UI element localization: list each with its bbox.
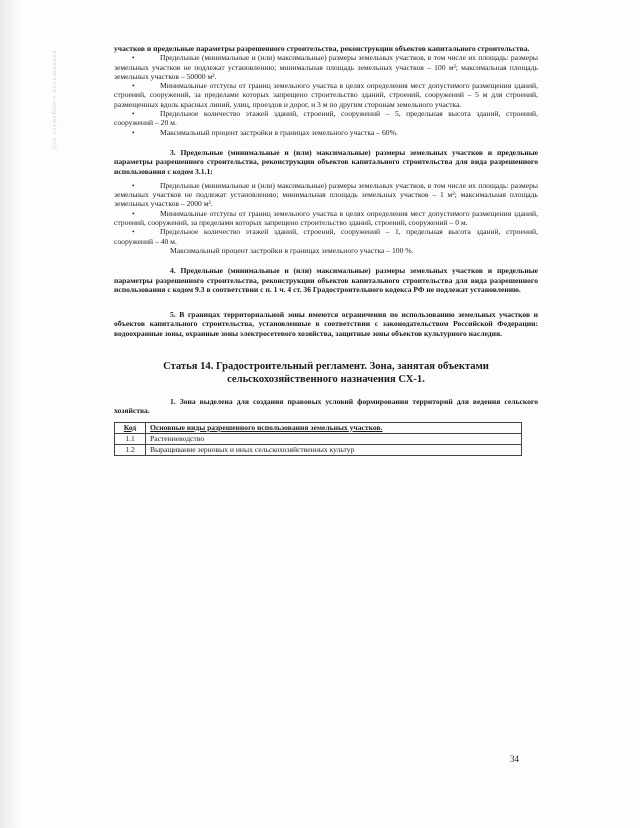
sec3-heading: 3. Предельные (минимальные и (или) максимальные) размеры земельных участков и предельные параметры разрешенного строительства, реконструкции объектов капитального строительства для вида разрешенного использования с кодом 3.1.1: [114, 147, 538, 176]
page-number: 34 [510, 754, 519, 764]
table-row [115, 444, 522, 455]
table-header-code: Код [115, 422, 146, 433]
table-row [115, 433, 522, 444]
sec4-text: 4. Предельные (минимальные и (или) максимальные) размеры земельных участков и предельные параметры разрешенного строительства, реконструкции объектов капитального строительства для вида разрешенного использования с кодом 9.3 в соответствии с п. 1 ч. 4 ст. 36 Градостроительного кодекса РФ не подлежат установлению. [114, 266, 538, 294]
intro-text: участков и предельные параметры разрешенного строительства, реконструкции объектов капитального строительства. [114, 44, 530, 53]
article-title: Статья 14. Градостроительный регламент. Зона, занятая объектами сельскохозяйственного назначения СХ-1. [163, 361, 489, 386]
sec3-last: Максимальный процент застройки в границах земельного участка – 100 %. [170, 245, 414, 255]
scan-left-edge [0, 0, 20, 828]
sec3-bullet-2: • Минимальные отступы от границ земельного участка в целях определения мест допустимого размещения зданий, строений, сооружений, за пределами которых запрещено строительство зданий, строений, сооружений – 0 м. [114, 208, 538, 228]
permitted-use-table [114, 422, 522, 456]
table-header-row [115, 422, 522, 433]
sec2-bullet-2: • Минимальные отступы от границ земельного участка в целях определения мест допустимого размещения зданий, строений, сооружений, за пределами которых запрещено строительство зданий, строений, сооружений – 5 м для строений, размещенных вдоль красных линий, улиц, проездов и дорог, и 3 м по другим сторонам земельного участка. [114, 81, 538, 109]
sec3-bullet-3: • Предельное количество этажей зданий, строений, сооружений – 1, предельная высота зданий, строений, сооружений – 40 м. [114, 227, 538, 246]
sec2-bullet-4: • Максимальный процент застройки в границах земельного участка – 60%. [132, 127, 398, 137]
sec3-bullet-1: • Предельные (минимальные и (или) максимальные) размеры земельных участков, в том числе их площадь: размеры земельных участков не подлежат установлению; минимальная площадь земельных участков – 1 м²; максимальная площадь земельных участков – 2000 м². [114, 180, 538, 209]
article-paragraph-1: 1. Зона выделена для создания правовых условий формирования территорий для ведения сельского хозяйства. [114, 397, 538, 416]
margin-note: Для служебного пользования [52, 49, 58, 150]
table-cell-use: Выращивание зерновых и иных сельскохозяйственных культур [146, 444, 522, 455]
sec2-bullet-1: • Предельные (минимальные и (или) максимальные) размеры земельных участков, в том числе их площадь: размеры земельных участков не подлежат установлению; минимальная площадь земельных участков – 100 м²; максимальная площадь земельных участков – 50000 м². [114, 53, 538, 81]
sec2-bullet-3: • Предельное количество этажей зданий, строений, сооружений – 5, предельная высота зданий, строений, сооружений – 20 м. [114, 109, 538, 128]
table-header-use: Основные виды разрешенного использования земельных участков. [146, 422, 522, 433]
table-cell-code: 1.2 [115, 444, 146, 455]
document-page [114, 44, 538, 456]
table-cell-code: 1.1 [115, 433, 146, 444]
table-cell-use: Растениеводство [146, 433, 522, 444]
sec5-text: 5. В границах территориальной зоны имеются ограничения по использованию земельных участков и объектов капитального строительства, установленные в соответствии с законодательством Российской Федерации: водоохранные зоны, охранные зоны электросетевого хозяйства, защитные зоны объектов культурного наследия. [114, 310, 538, 338]
